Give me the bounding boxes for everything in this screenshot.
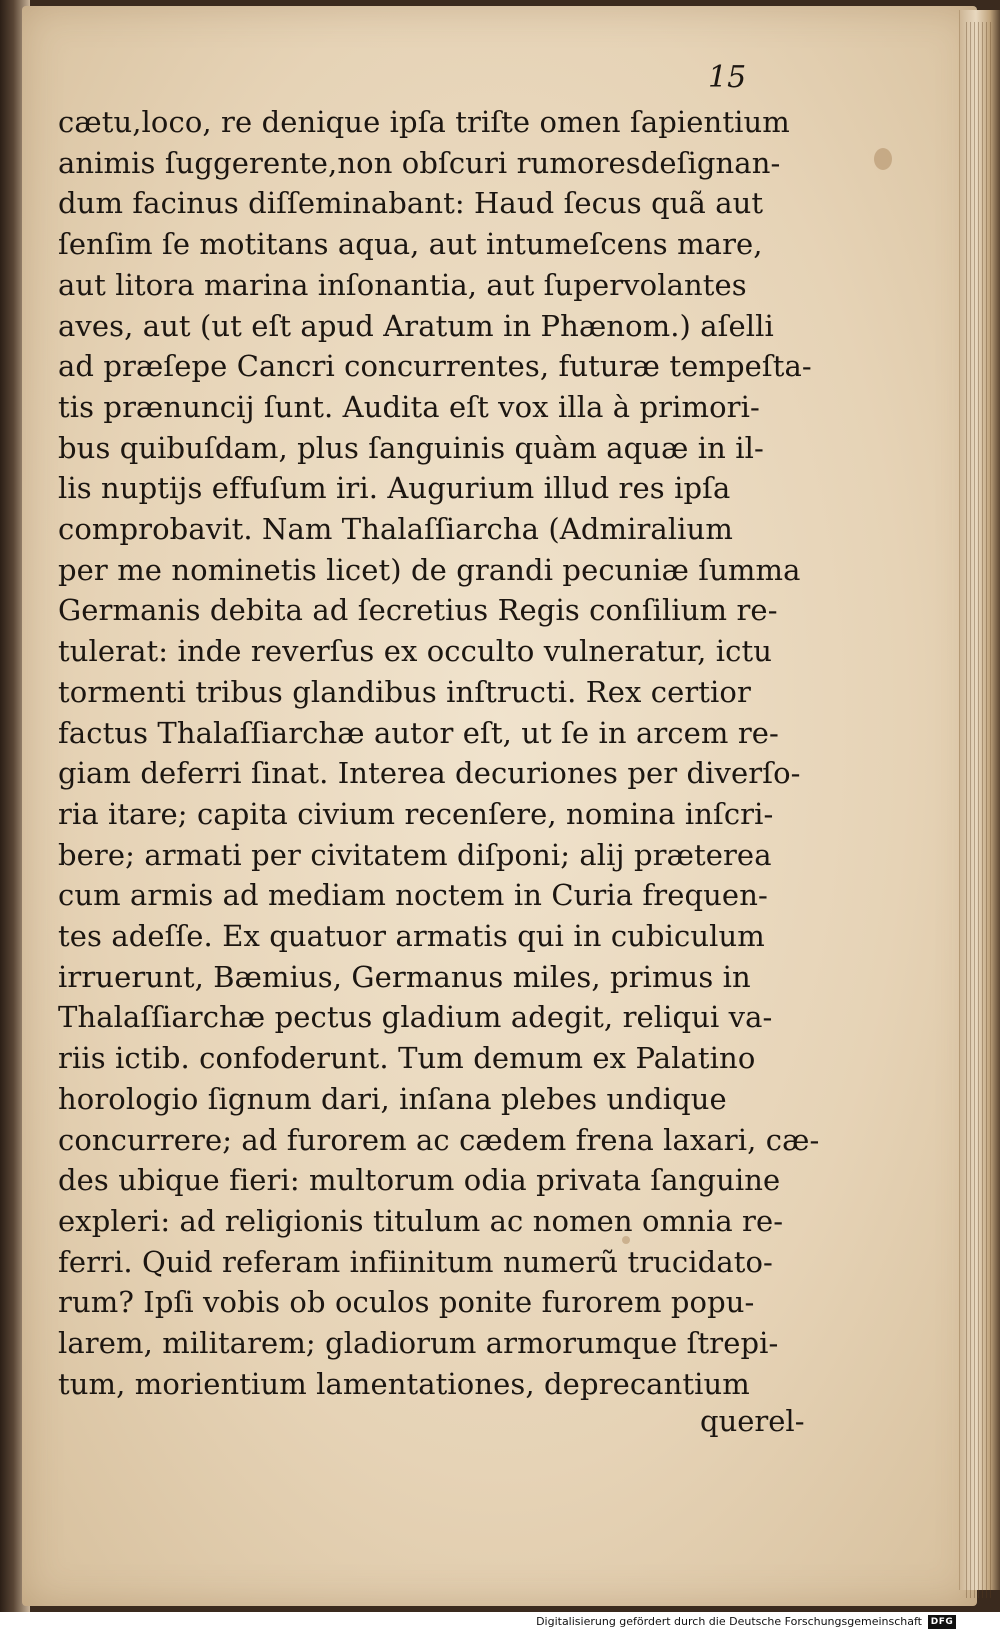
text-line: rum? Ipſi vobis ob oculos ponite furorem popu- — [58, 1285, 755, 1320]
text-line: tormenti tribus glandibus inſtructi. Rex certior — [58, 674, 751, 709]
text-line: tulerat: inde reverſus ex occulto vulneratur, ictu — [58, 634, 772, 669]
foxing-stain — [874, 148, 892, 170]
text-line: dum facinus diſſeminabant: Haud ſecus quã aut — [58, 186, 764, 221]
text-line: lis nuptijs effuſum iri. Augurium illud res ipſa — [58, 471, 731, 506]
text-line: animis ſuggerente,non obſcuri rumoresdeſignan- — [58, 145, 781, 180]
catchword: querel- — [700, 1404, 805, 1438]
text-line: riis ictib. confoderunt. Tum demum ex Palatino — [58, 1041, 756, 1076]
footer-bar — [0, 1612, 1000, 1633]
text-line: giam deferri ſinat. Interea decuriones per diverſo- — [58, 756, 801, 791]
text-line: ria itare; capita civium recenſere, nomina inſcri- — [58, 796, 774, 831]
text-line: Germanis debita ad ſecretius Regis conſilium re- — [58, 593, 778, 628]
text-line: larem, militarem; gladiorum armorumque ſtrepi- — [58, 1326, 779, 1361]
funding-credit: Digitalisierung gefördert durch die Deutsche Forschungsgemeinschaft — [536, 1615, 922, 1628]
text-line: cætu,loco, re denique ipſa triſte omen ſapientium — [58, 105, 790, 139]
dfg-logo: DFG — [928, 1615, 956, 1629]
text-line: concurrere; ad furorem ac cædem frena laxari, cæ- — [58, 1122, 820, 1157]
text-line: aut litora marina inſonantia, aut ſupervolantes — [58, 267, 747, 302]
text-line: per me nominetis licet) de grandi pecuniæ ſumma — [58, 552, 801, 587]
text-line: cum armis ad mediam noctem in Curia frequen- — [58, 878, 768, 913]
text-line: tum, morientium lamentationes, deprecantium — [58, 1366, 750, 1401]
text-line: Thalaſſiarchæ pectus gladium adegit, reliqui va- — [58, 1000, 773, 1035]
book-fore-edge — [959, 10, 1000, 1590]
text-line: comprobavit. Nam Thalaſſiarcha (Admiralium — [58, 512, 733, 547]
page-stack-lines — [966, 22, 994, 1598]
text-line: tes adeſſe. Ex quatuor armatis qui in cubiculum — [58, 919, 765, 954]
text-line: bere; armati per civitatem diſponi; alij præterea — [58, 837, 772, 872]
text-line: ſenſim ſe motitans aqua, aut intumeſcens mare, — [58, 227, 763, 262]
text-line: des ubique fieri: multorum odia privata ſanguine — [58, 1163, 781, 1198]
text-line: irruerunt, Bæmius, Germanus miles, primus in — [58, 959, 751, 994]
page-number: 15 — [708, 60, 747, 95]
text-line: expleri: ad religionis titulum ac nomen omnia re- — [58, 1203, 784, 1238]
text-line: ad præſepe Cancri concurrentes, futuræ tempeſta- — [58, 349, 812, 384]
body-text — [58, 102, 820, 1405]
text-line: ferri. Quid referam infiinitum numerũ trucidato- — [58, 1244, 773, 1279]
text-line: aves, aut (ut eſt apud Aratum in Phænom.) aſelli — [58, 308, 774, 343]
text-line: factus Thalaſſiarchæ autor eſt, ut ſe in arcem re- — [58, 715, 779, 750]
text-line: horologio ſignum dari, inſana plebes undique — [58, 1081, 727, 1116]
text-line: tis prænuncij ſunt. Audita eſt vox illa à primori- — [58, 389, 760, 424]
text-line: bus quibuſdam, plus ſanguinis quàm aquæ in il- — [58, 430, 764, 465]
